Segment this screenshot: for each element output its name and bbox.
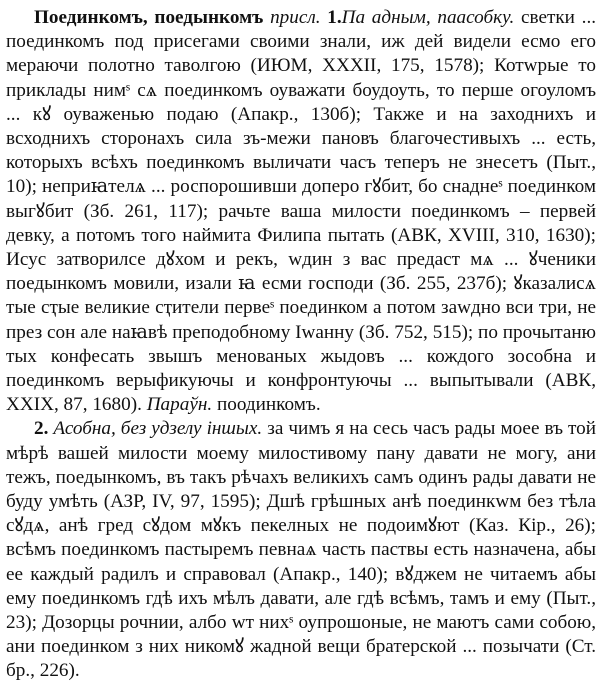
sense-gloss-2: Асобна, без удзелу іншых. bbox=[53, 418, 263, 440]
sense-citations-2: за чимъ я на сесь часъ рады моее въ той мѣрѣ вашей милости моему милостивому пану давати не могу, ани тежъ, поедынкомъ, въ такъ рѣчахъ великихъ самъ одинъ рады давати не буду умѣть (АЗР, IV, 97, 1595); Дшѣ грѣшных анѣ поединкwм без тѣла сꙋдѧ, анѣ гред сꙋдом мꙋкъ пекелных не подоимꙋют (Каз. Кір., 26); всѣмъ поединкомъ пастыремъ певнаѧ часть паствы есть назначена, абы ее каждый радилъ и справовал (Апакр., 140); вꙋджем не читаемъ абы ему поединкомъ гдѣ ихъ мѣлъ давати, але гдѣ всѣмъ, тамъ и ему (Пыт., 23); Дозорцы рочнии, албо wт нихˢ оупрошоные, не маютъ сами собою, ани поединком з них никомꙋ жадной вещи братерской ... позычати (Ст. бр., 226). bbox=[6, 418, 597, 682]
cross-reference-word: поодинкомъ. bbox=[216, 394, 321, 416]
entry-headword: Поединкомъ, поедынкомъ bbox=[34, 7, 264, 28]
part-of-speech: присл. bbox=[270, 7, 321, 28]
cross-reference-label: Параўн. bbox=[146, 394, 213, 416]
sense-number-2: 2. bbox=[34, 418, 49, 440]
sense-citations-1: светки ... поединкомъ под присегами своими знали, иж дей видели есмо его мераючи полотно таволгою (ИЮМ, XXXII, 175, 1578); Котwрые то приклады нимˢ сѧ поединкомъ оуважати боудоуть, то перше огоуломъ ... кꙋ оуваженью подаю (Апакр., 130б); Также и на заходнихъ и всходнихъ сторонахъ сила зъ-межи пановъ благочестивыхъ ... есть, которыхъ всѣхъ поединкомъ выличати часъ теперъ не знесетъ (Пыт., 10); неприꙗтелѧ ... роспорошивши доперо гꙋбит, бо снаднеˢ поединком выгꙋбит (Зб. 261, 117); рачьте ваша милости поединкомъ – первей девку, а потомъ того наймита Филипа пытать (АВК, XVIII, 310, 1630); Исус затворилсе дꙋхом и рекъ, wдин з вас предаст мѧ ... ꙋченики поедынкомъ мовили, изали ꙗ есми господи (Зб. 255, 237б); ꙋказалисѧ тые сҭые великие сҭители первеˢ поединком а потом заwдно вси три, не през сон але наꙗвѣ преподобному Іwанну (Зб. 752, 515); по прочытаню тых конфесать звышъ менованых жыдовъ ... кождого зособна и поединкомъ верыфикуючы и конфронтуючы ... выпытывали (АВК, XXIX, 87, 1680). bbox=[6, 7, 597, 416]
sense-gloss-1: Па адным, паасобку. bbox=[341, 7, 515, 28]
entry-sense-2 bbox=[6, 417, 596, 683]
sense-number-1: 1. bbox=[327, 7, 342, 28]
entry-sense-1 bbox=[6, 6, 596, 417]
